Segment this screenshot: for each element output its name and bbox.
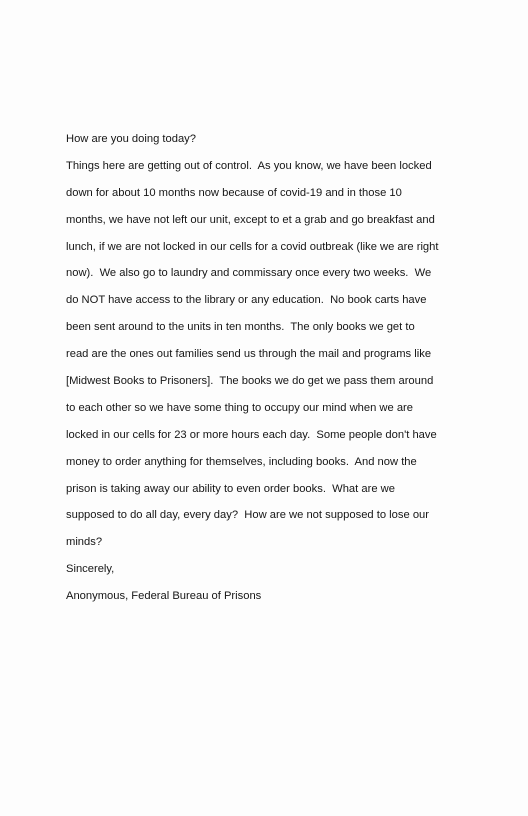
letter-body-line: to each other so we have some thing to occupy our mind when we are <box>66 401 414 414</box>
letter-greeting: How are you doing today? <box>66 133 196 145</box>
letter-body-line: been sent around to the units in ten months. The only books we get to <box>66 321 415 334</box>
letter-body-line: Things here are getting out of control. As you know, we have been locked <box>66 159 432 172</box>
letter-body-line: do NOT have access to the library or any education. No book carts have <box>66 294 427 307</box>
letter-body-line: minds? <box>66 536 103 549</box>
letter-body-line: locked in our cells for 23 or more hours each day. Some people don't have <box>66 428 437 441</box>
letter-body-line: now). We also go to laundry and commissary once every two weeks. We <box>66 267 432 280</box>
letter-text <box>66 126 466 610</box>
letter-body-line: supposed to do all day, every day? How are we not supposed to lose our <box>66 509 429 522</box>
letter-body-line: down for about 10 months now because of covid-19 and in those 10 <box>66 186 402 199</box>
letter-body-line: [Midwest Books to Prisoners]. The books we do get we pass them around <box>66 375 434 388</box>
letter-body-line: money to order anything for themselves, including books. And now the <box>66 455 417 468</box>
letter-body-line: lunch, if we are not locked in our cells for a covid outbreak (like we are right <box>66 240 439 253</box>
letter-closing: Sincerely, <box>66 563 115 576</box>
letter-body-line: read are the ones out families send us through the mail and programs like <box>66 348 432 361</box>
letter-body-line: prison is taking away our ability to even order books. What are we <box>66 482 395 495</box>
letter-signature: Anonymous, Federal Bureau of Prisons <box>66 590 262 603</box>
letter-body-line: months, we have not left our unit, except to et a grab and go breakfast and <box>66 213 435 226</box>
